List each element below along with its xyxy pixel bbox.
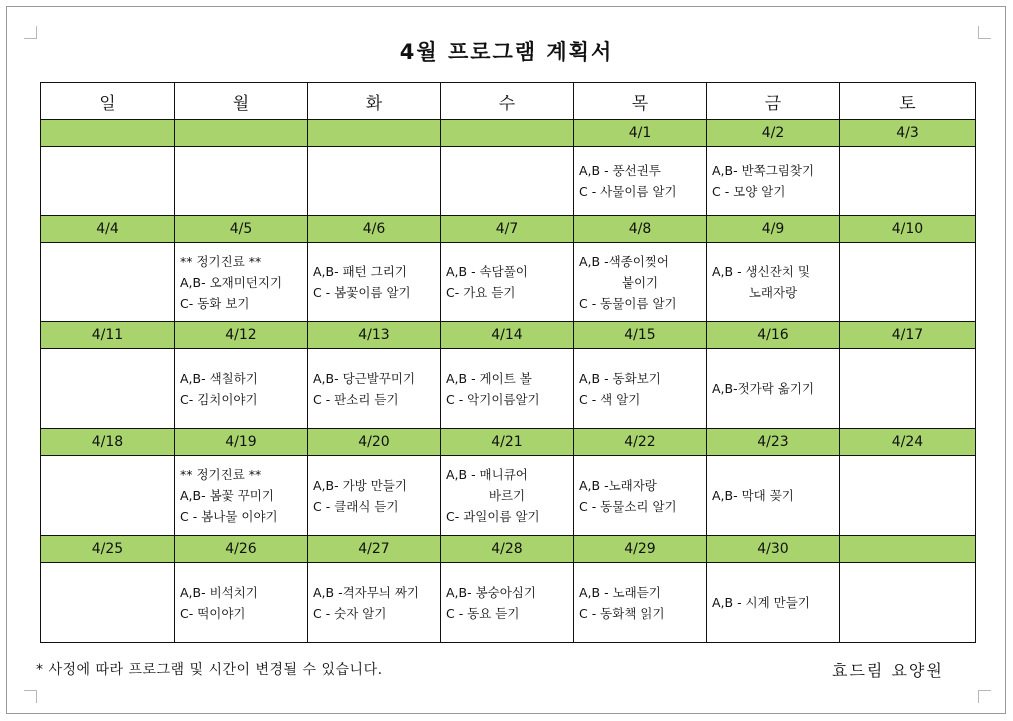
activity-row bbox=[41, 349, 976, 429]
activity-cell bbox=[175, 349, 308, 429]
activity-line: C - 색 알기 bbox=[579, 391, 641, 407]
weekday-header-row bbox=[41, 83, 976, 120]
activity-line: C- 떡이야기 bbox=[180, 605, 246, 621]
activity-line: C - 봄꽃이름 알기 bbox=[313, 285, 411, 300]
activity-line: A,B- 가방 만들기 bbox=[313, 477, 407, 493]
date-cell: 4/12 bbox=[175, 322, 308, 349]
activity-cell bbox=[41, 147, 175, 216]
activity-row bbox=[41, 563, 976, 643]
date-row bbox=[41, 536, 976, 563]
activity-cell bbox=[175, 147, 308, 216]
date-cell: 4/22 bbox=[574, 429, 707, 456]
weekday-wed: 수 bbox=[441, 83, 574, 120]
margin-marker-bottom-right bbox=[978, 690, 991, 703]
activity-cell bbox=[308, 563, 441, 643]
activity-cell bbox=[175, 563, 308, 643]
date-cell: 4/14 bbox=[441, 322, 574, 349]
date-cell: 4/27 bbox=[308, 536, 441, 563]
activity-row bbox=[41, 147, 976, 216]
activity-cell bbox=[41, 563, 175, 643]
date-row bbox=[41, 429, 976, 456]
activity-cell bbox=[441, 243, 574, 322]
date-cell: 4/1 bbox=[574, 120, 707, 147]
date-cell: 4/11 bbox=[41, 322, 175, 349]
program-calendar bbox=[40, 82, 976, 643]
date-cell: 4/18 bbox=[41, 429, 175, 456]
activity-line: C - 동요 듣기 bbox=[446, 605, 520, 621]
activity-line: C - 동화책 읽기 bbox=[579, 605, 665, 621]
activity-cell bbox=[707, 349, 840, 429]
activity-cell bbox=[308, 456, 441, 536]
activity-line: A,B - 속담풀이 bbox=[446, 264, 528, 279]
activity-line: A,B- 당근발꾸미기 bbox=[313, 370, 416, 386]
weekday-thu: 목 bbox=[574, 83, 707, 120]
activity-line: 노래자랑 bbox=[748, 285, 798, 300]
activity-line: A,B- 막대 꽂기 bbox=[712, 488, 794, 503]
activity-cell bbox=[574, 349, 707, 429]
activity-cell bbox=[41, 349, 175, 429]
activity-line: C - 악기이름알기 bbox=[446, 391, 540, 407]
weekday-fri: 금 bbox=[707, 83, 840, 120]
activity-line: A,B - 게이트 볼 bbox=[446, 370, 532, 386]
activity-cell bbox=[441, 349, 574, 429]
activity-cell bbox=[707, 147, 840, 216]
activity-line: C- 가요 듣기 bbox=[446, 285, 516, 300]
date-cell: 4/21 bbox=[441, 429, 574, 456]
activity-cell bbox=[41, 456, 175, 536]
activity-line: A,B- 봉숭아심기 bbox=[446, 584, 536, 600]
date-cell bbox=[840, 536, 976, 563]
date-cell bbox=[308, 120, 441, 147]
date-cell: 4/28 bbox=[441, 536, 574, 563]
activity-cell bbox=[707, 563, 840, 643]
activity-line: A,B - 동화보기 bbox=[579, 370, 661, 386]
date-row bbox=[41, 216, 976, 243]
date-row bbox=[41, 322, 976, 349]
activity-cell bbox=[175, 243, 308, 322]
activity-line: A,B- 오재미던지기 bbox=[180, 274, 283, 290]
activity-line: 붙이기 bbox=[621, 274, 659, 290]
activity-line: A,B - 노래듣기 bbox=[579, 584, 661, 600]
date-cell: 4/16 bbox=[707, 322, 840, 349]
activity-cell bbox=[574, 563, 707, 643]
date-cell: 4/3 bbox=[840, 120, 976, 147]
activity-line: A,B -색종이찢어 bbox=[579, 253, 669, 269]
date-cell: 4/19 bbox=[175, 429, 308, 456]
date-cell: 4/23 bbox=[707, 429, 840, 456]
date-cell: 4/30 bbox=[707, 536, 840, 563]
activity-cell bbox=[175, 456, 308, 536]
weekday-sun: 일 bbox=[41, 83, 175, 120]
activity-line: C- 김치이야기 bbox=[180, 391, 258, 407]
activity-cell bbox=[308, 243, 441, 322]
activity-line: A,B- 색칠하기 bbox=[180, 370, 258, 386]
activity-line: A,B - 매니큐어 bbox=[446, 467, 528, 482]
activity-cell bbox=[840, 243, 976, 322]
activity-line: A,B -격자무늬 짜기 bbox=[313, 584, 420, 600]
activity-line: A,B - 생신잔치 및 bbox=[712, 264, 810, 279]
activity-line: C - 동물소리 알기 bbox=[579, 498, 677, 514]
organization-name: 효드림 요양원 bbox=[832, 661, 944, 680]
date-cell: 4/13 bbox=[308, 322, 441, 349]
date-cell: 4/26 bbox=[175, 536, 308, 563]
date-cell: 4/17 bbox=[840, 322, 976, 349]
activity-cell bbox=[574, 243, 707, 322]
date-cell: 4/24 bbox=[840, 429, 976, 456]
date-cell bbox=[41, 120, 175, 147]
activity-cell bbox=[840, 349, 976, 429]
activity-line: A,B- 반쪽그림찾기 bbox=[712, 163, 815, 178]
activity-line: C - 사물이름 알기 bbox=[579, 184, 677, 199]
activity-line: C - 클래식 듣기 bbox=[313, 498, 399, 514]
date-cell: 4/25 bbox=[41, 536, 175, 563]
date-cell: 4/5 bbox=[175, 216, 308, 243]
date-cell bbox=[175, 120, 308, 147]
activity-line: A,B-젓가락 옮기기 bbox=[712, 381, 815, 396]
activity-line: C- 과일이름 알기 bbox=[446, 509, 540, 524]
margin-marker-bottom-left bbox=[24, 690, 37, 703]
activity-cell bbox=[840, 456, 976, 536]
activity-line: C- 동화 보기 bbox=[180, 295, 250, 311]
footnote: * 사정에 따라 프로그램 및 시간이 변경될 수 있습니다. bbox=[36, 662, 383, 678]
activity-cell bbox=[308, 349, 441, 429]
date-cell: 4/29 bbox=[574, 536, 707, 563]
activity-cell bbox=[441, 147, 574, 216]
date-cell: 4/7 bbox=[441, 216, 574, 243]
activity-cell bbox=[840, 563, 976, 643]
activity-cell bbox=[41, 243, 175, 322]
activity-line: A,B - 풍선권투 bbox=[579, 163, 661, 178]
date-cell: 4/8 bbox=[574, 216, 707, 243]
activity-line: 바르기 bbox=[488, 488, 526, 503]
activity-cell bbox=[707, 243, 840, 322]
date-cell: 4/15 bbox=[574, 322, 707, 349]
activity-line: A,B -노래자랑 bbox=[579, 477, 657, 493]
document-title: 4월 프로그램 계획서 bbox=[399, 40, 614, 64]
date-cell: 4/10 bbox=[840, 216, 976, 243]
activity-row bbox=[41, 456, 976, 536]
date-cell: 4/4 bbox=[41, 216, 175, 243]
activity-line: C - 모양 알기 bbox=[712, 184, 786, 199]
activity-cell bbox=[441, 563, 574, 643]
date-cell bbox=[441, 120, 574, 147]
activity-cell bbox=[574, 147, 707, 216]
activity-line: A,B- 봄꽃 꾸미기 bbox=[180, 488, 274, 503]
date-cell: 4/6 bbox=[308, 216, 441, 243]
date-cell: 4/20 bbox=[308, 429, 441, 456]
activity-line: ** 정기진료 ** bbox=[180, 467, 262, 482]
activity-line: ** 정기진료 ** bbox=[180, 253, 262, 269]
activity-row bbox=[41, 243, 976, 322]
weekday-mon: 월 bbox=[175, 83, 308, 120]
weekday-sat: 토 bbox=[840, 83, 976, 120]
activity-line: C - 봄나물 이야기 bbox=[180, 509, 278, 524]
activity-line: A,B- 비석치기 bbox=[180, 584, 258, 600]
date-row bbox=[41, 120, 976, 147]
activity-cell bbox=[441, 456, 574, 536]
activity-line: C - 숫자 알기 bbox=[313, 605, 387, 621]
activity-cell bbox=[707, 456, 840, 536]
date-cell: 4/2 bbox=[707, 120, 840, 147]
activity-cell bbox=[574, 456, 707, 536]
activity-line: A,B - 시계 만들기 bbox=[712, 595, 810, 610]
activity-cell bbox=[308, 147, 441, 216]
activity-line: C - 동물이름 알기 bbox=[579, 295, 677, 311]
weekday-tue: 화 bbox=[308, 83, 441, 120]
date-cell: 4/9 bbox=[707, 216, 840, 243]
activity-line: C - 판소리 듣기 bbox=[313, 391, 399, 407]
activity-line: A,B- 패턴 그리기 bbox=[313, 264, 407, 279]
activity-cell bbox=[840, 147, 976, 216]
